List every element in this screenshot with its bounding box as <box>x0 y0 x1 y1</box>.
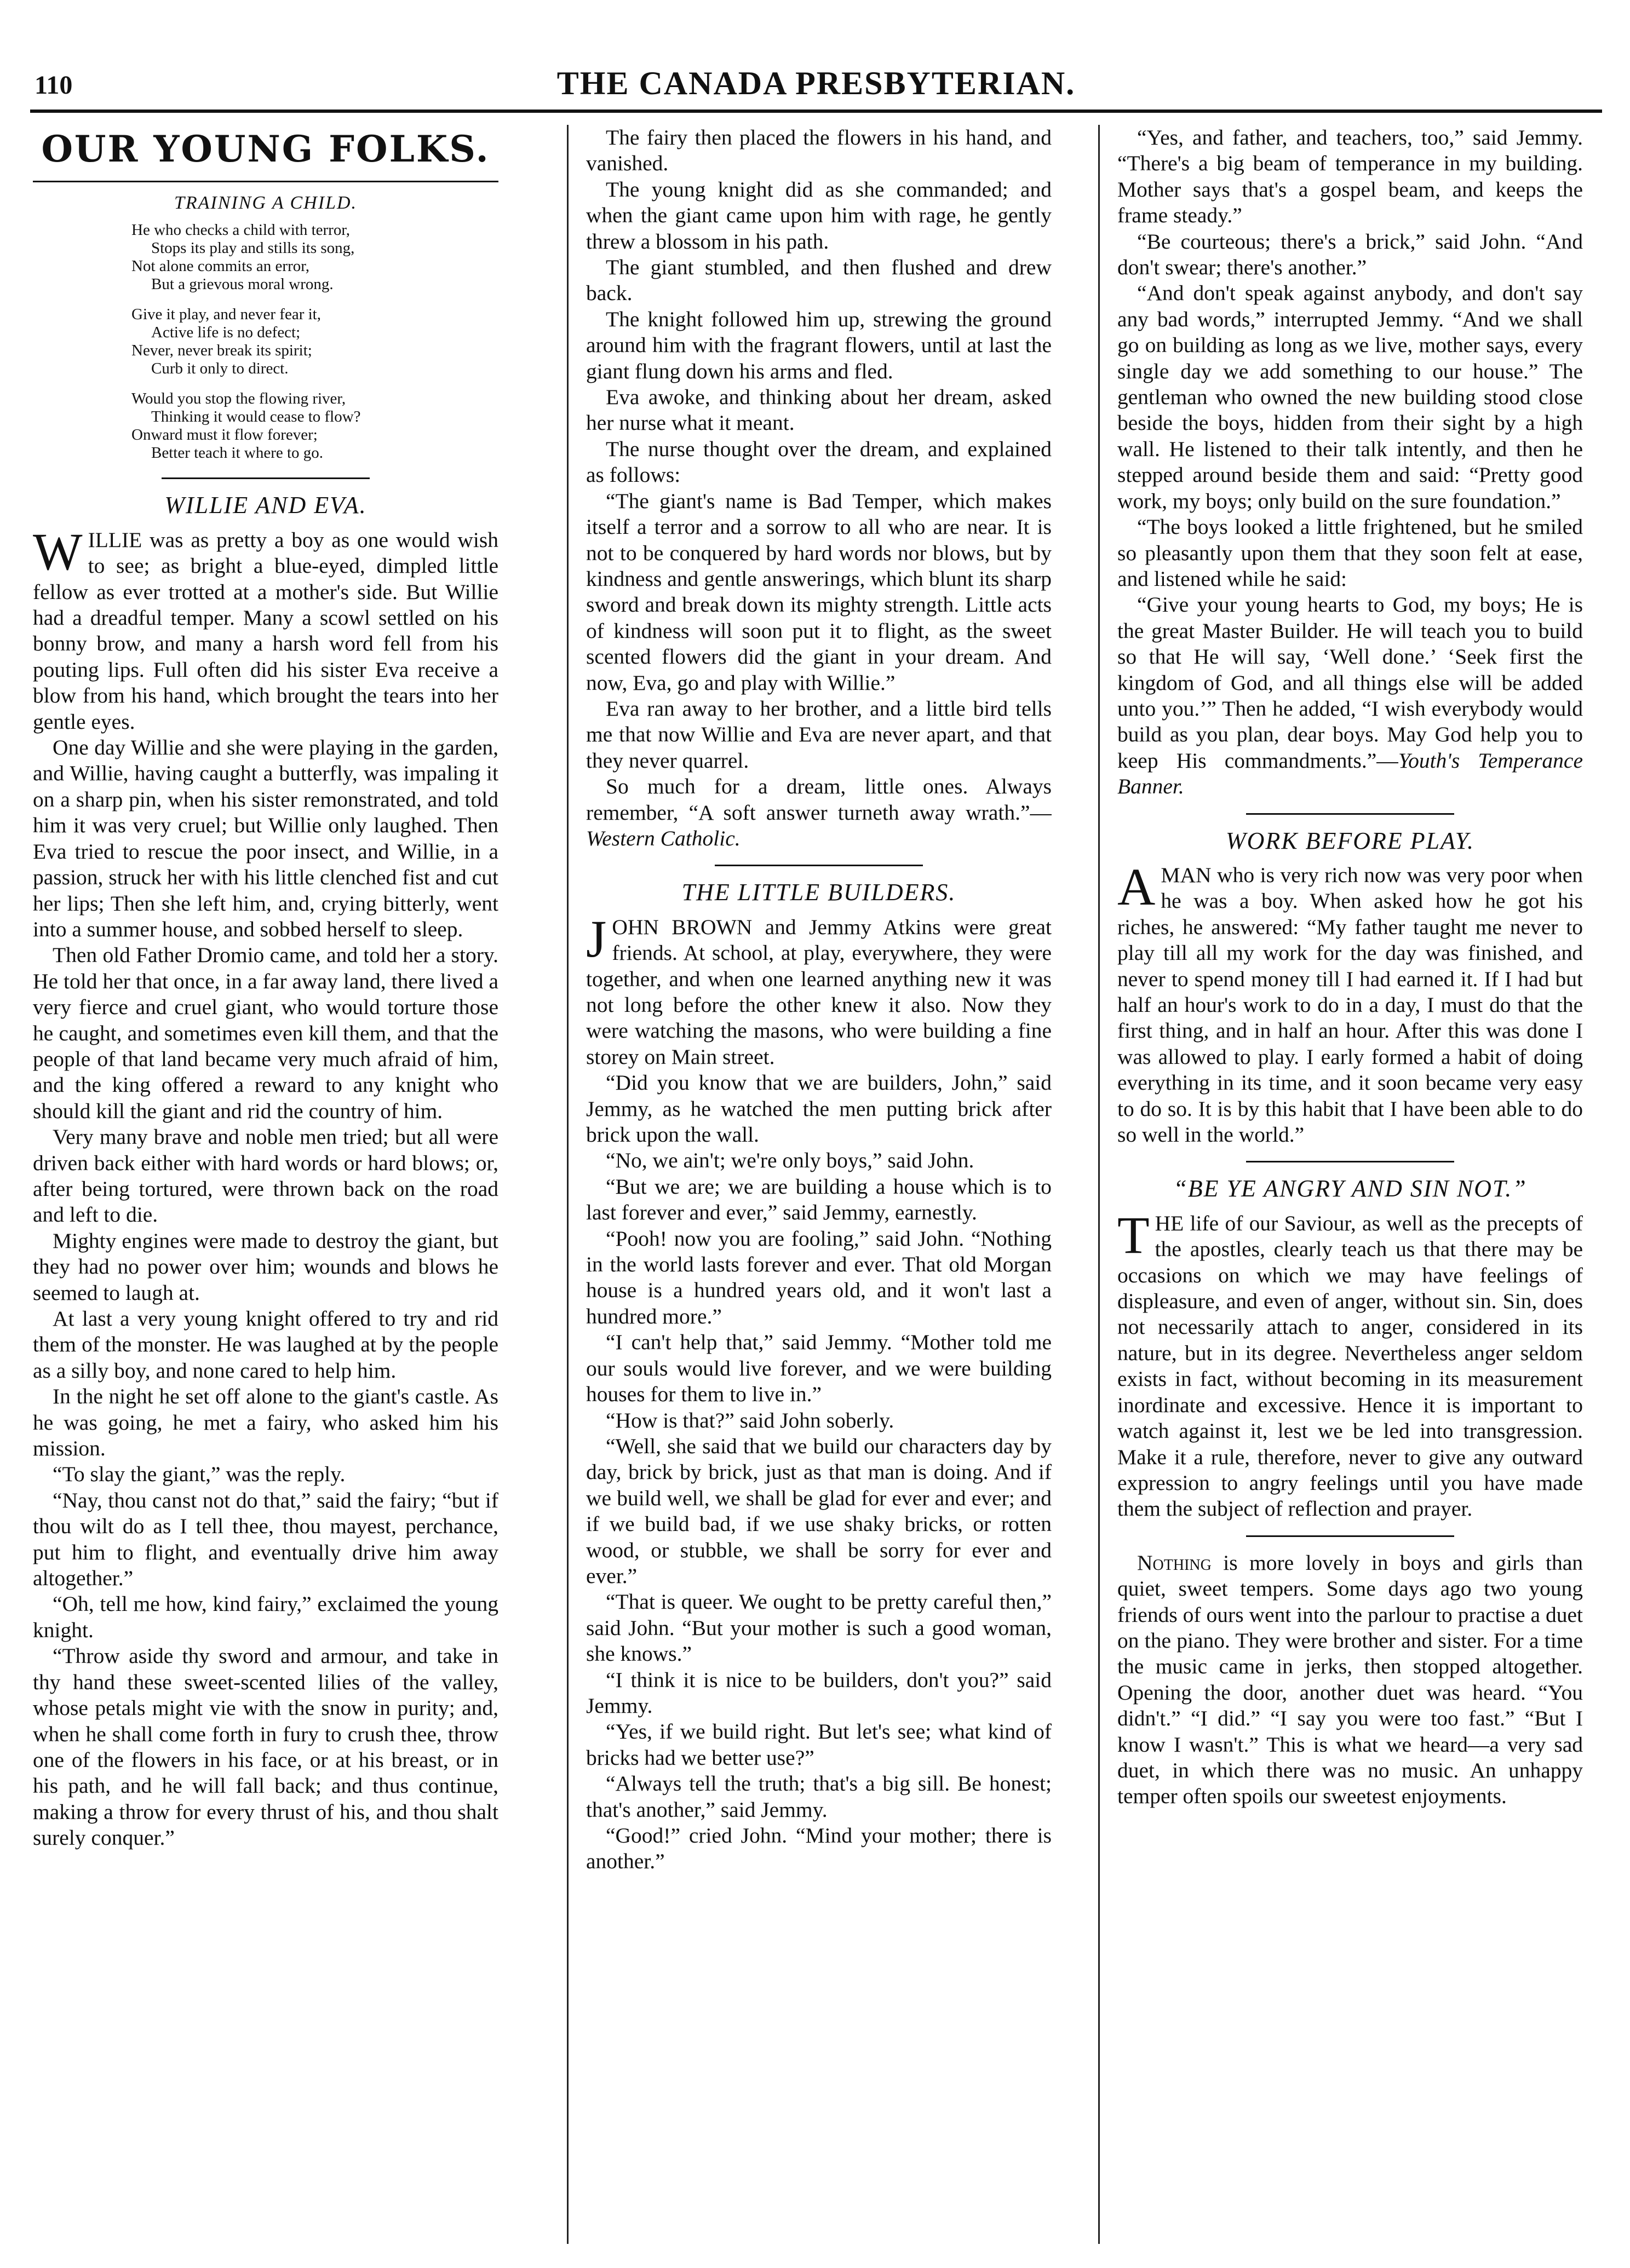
paragraph: JOHN BROWN and Jemmy Atkins were great friends. At school, at play, everywhere, they were together, and when one learned anything new it was not long before the other knew it also. Now they were watching the masons, who were building a fine storey on Main street. <box>586 909 1052 1069</box>
paragraph: “Throw aside thy sword and armour, and take in thy hand these sweet-scented lilies of the valley, whose petals might vie with the snow in purity; and, when he shall come forth in fury to crush thee, throw one of the flowers in his face, or at his breast, or in his path, and he will fall back; and thus continue, making a throw for every thrust of his, and thou shalt surely conquer.” <box>33 1644 498 1850</box>
poem-line: Would you stop the flowing river, <box>131 390 346 408</box>
paragraph: “Did you know that we are builders, John,” said Jemmy, as he watched the men putting brick after brick upon the wall. <box>586 1070 1052 1147</box>
paragraph: “To slay the giant,” was the reply. <box>53 1462 346 1487</box>
section-rule <box>1246 813 1454 815</box>
paragraph-text: “Give your young hearts to God, my boys; He is the great Master Builder. He will teach you to build so that He will say, ‘Well done.’ ‘Seek first the kingdom of God, and all things else will be added unto you.’” Then he added, “I wish everybody would build as you plan, dear boys. May God help you to keep His commandments.”— <box>1117 592 1583 773</box>
column-1 <box>33 125 498 2249</box>
column-divider <box>567 125 569 2244</box>
paragraph: “Well, she said that we build our characters day by day, brick by brick, just as that man is doing. And if we build well, we shall be glad for ever and ever; and if we build bad, if we use shaky bricks, or rotten wood, or stubble, we shall be sorry for ever and ever.” <box>586 1434 1052 1588</box>
poem-line: Curb it only to direct. <box>151 360 289 378</box>
paragraph: AMAN who is very rich now was very poor when he was a boy. When asked how he got his riches, he answered: “My father taught me never to play till all my work for the day was finished, and never to spend money till I had earned it. If I had but half an hour's work to do in a day, I must do that the first thing, and in half an hour. After this was done I was allowed to play. I early formed a habit of doing everything in its time, and it soon became very easy to do so. It is by this habit that I have been able to do so well in the world.” <box>1117 857 1583 1147</box>
poem-line: Thinking it would cease to flow? <box>151 408 361 426</box>
paragraph: “That is queer. We ought to be pretty careful then,” said John. “But your mother is such a good woman, she knows.” <box>586 1590 1052 1666</box>
section-rule <box>1246 1535 1454 1537</box>
paragraph <box>1117 1550 1583 1810</box>
paragraph: “Yes, and father, and teachers, too,” said Jemmy. “There's a big beam of temperance in my building. Mother says that's a gospel beam, and keeps the frame steady.” <box>1117 125 1583 228</box>
story-title: WILLIE AND EVA. <box>164 492 367 519</box>
paragraph: “Nay, thou canst not do that,” said the fairy; “but if thou wilt do as I tell thee, thou mayest, perchance, put him to flight, and eventually drive him away altogether.” <box>33 1488 498 1591</box>
paragraph <box>1117 592 1583 799</box>
paragraph: Eva awoke, and thinking about her dream, asked her nurse what it meant. <box>586 385 1052 435</box>
poem-line: Stops its play and stills its song, <box>151 239 355 257</box>
column-divider <box>1098 125 1100 2244</box>
story-title: “BE YE ANGRY AND SIN NOT.” <box>1173 1175 1527 1202</box>
paragraph: “Yes, if we build right. But let's see; what kind of bricks had we better use?” <box>586 1719 1052 1770</box>
paragraph: “I think it is nice to be builders, don't you?” said Jemmy. <box>586 1667 1052 1718</box>
paragraph: “Be courteous; there's a brick,” said John. “And don't swear; there's another.” <box>1117 229 1583 280</box>
paragraph: “The boys looked a little frightened, but he smiled so pleasantly upon them that they soon felt at ease, and listened while he said: <box>1117 515 1583 591</box>
poem-line: Give it play, and never fear it, <box>131 306 321 324</box>
paragraph-text: is more lovely in boys and girls than quiet, sweet tempers. Some days ago two young friends of ours went into the parlour to practise a duet on the piano. They were brother and sister. For a time the music came in jerks, then stopped altogether. Opening the door, another duet was heard. “You didn't.” “I did.” “I say you were too fast.” “But I know I wasn't.” This is what we heard—a very sad duet, in which there was no music. An unhappy temper often spoils our sweetest enjoyments. <box>1117 1550 1583 1809</box>
paragraph: The fairy then placed the flowers in his hand, and vanished. <box>586 125 1052 176</box>
paragraph: At last a very young knight offered to try and rid them of the monster. He was laughed at by the people as a silly boy, and none cared to help him. <box>33 1306 498 1383</box>
paragraph: Very many brave and noble men tried; but all were driven back either with hard words or hard blows; or, after being tortured, were thrown back on the road and left to die. <box>33 1125 498 1227</box>
poem-line: Active life is no defect; <box>151 324 301 342</box>
poem-line: Better teach it where to go. <box>151 444 324 462</box>
source-credit: Youth's Temperance Banner. <box>1117 748 1583 799</box>
paragraph: Mighty engines were made to destroy the giant, but they had no power over him; wounds and blows he seemed to laugh at. <box>33 1228 498 1305</box>
paragraph: “I can't help that,” said Jemmy. “Mother told me our souls would live forever, and we were building houses for them to live in.” <box>586 1330 1052 1407</box>
poem-title: TRAINING A CHILD. <box>174 193 358 213</box>
source-credit: Western Catholic. <box>586 826 741 850</box>
newspaper-title: THE CANADA PRESBYTERIAN. <box>556 65 1076 101</box>
header-rule <box>30 110 1602 113</box>
paragraph-text: So much for a dream, little ones. Always remember, “A soft answer turneth away wrath.”— <box>586 774 1052 825</box>
poem-line: He who checks a child with terror, <box>131 221 351 239</box>
page-number: 110 <box>35 71 73 100</box>
paragraph: In the night he set off alone to the giant's castle. As he was going, he met a fairy, who asked him his mission. <box>33 1384 498 1461</box>
paragraph: One day Willie and she were playing in the garden, and Willie, having caught a butterfly, was impaling it on a sharp pin, when his sister remonstrated, and told him it was very cruel; but Willie only laughed. Then Eva tried to rescue the poor insect, and Willie, in a passion, struck her with his little clenched fist and cut her lips; Then she left him, and, crying bitterly, went into a summer house, and sobbed herself to sleep. <box>33 735 498 941</box>
paragraph: Then old Father Dromio came, and told her a story. He told her that once, in a far away land, there lived a very fierce and cruel giant, who would torture those he caught, and sometimes even kill them, and that the people of that land became very much afraid of him, and the king offered a reward to any knight who should kill the giant and rid the country of him. <box>33 943 498 1123</box>
page-header <box>30 60 1602 101</box>
poem-line: Never, never break its spirit; <box>131 342 312 360</box>
paragraph: The knight followed him up, strewing the ground around him with the fragrant flowers, until at last the giant flung down his arms and fled. <box>586 307 1052 383</box>
column-2 <box>586 125 1052 2249</box>
paragraph: The young knight did as she commanded; and when the giant came upon him with rage, he gently threw a blossom in his path. <box>586 177 1052 254</box>
paragraph: “How is that?” said John soberly. <box>606 1408 894 1432</box>
story-title: WORK BEFORE PLAY. <box>1225 827 1475 854</box>
paragraph: “No, we ain't; we're only boys,” said John. <box>606 1148 974 1173</box>
poem-line: But a grievous moral wrong. <box>151 275 334 293</box>
paragraph: “But we are; we are building a house which is to last forever and ever,” said Jemmy, earnestly. <box>586 1174 1052 1225</box>
column-3 <box>1117 125 1583 2249</box>
paragraph: “The giant's name is Bad Temper, which makes itself a terror and a sorrow to all who are near. It is not to be conquered by hard words nor blows, but by kindness and gentle answerings, which blunt its sharp sword and break down its mighty strength. Little acts of kindness will soon put it to flight, as the sweet scented flowers did the giant in your dream. And now, Eva, go and play with Willie.” <box>586 488 1052 695</box>
paragraph: “And don't speak against anybody, and don't say any bad words,” interrupted Jemmy. “And we shall go on building as long as we live, mother says, every single day we add something to our house.” The gentleman who owned the new building stood close beside the boys, hidden from their sight by a high wall. He listened to their talk intently, and then he stepped around beside them and said: “Pretty good work, my boys; only build on the sure foundation.” <box>1117 281 1583 513</box>
poem-line: Not alone commits an error, <box>131 257 309 275</box>
paragraph: The nurse thought over the dream, and explained as follows: <box>586 436 1052 487</box>
lead-word: Nothing <box>1137 1550 1212 1575</box>
paragraph: “Oh, tell me how, kind fairy,” exclaimed the young knight. <box>33 1592 498 1642</box>
paragraph: THE life of our Saviour, as well as the precepts of the apostles, clearly teach us that there may be occasions on which we may have feelings of displeasure, and even of anger, without sin. Sin, does not necessarily attach to anger, considered in its nature, but in its degree. Nevertheless anger seldom exists in fact, without becoming in its measurement inordinate and excessive. Hence it is important to watch against it, lest we be led into transgression. Make it a rule, therefore, never to give any outward expression to angry feelings until you have made them the subject of reflection and prayer. <box>1117 1205 1583 1521</box>
story-title: THE LITTLE BUILDERS. <box>681 879 956 906</box>
paragraph: Eva ran away to her brother, and a little bird tells me that now Willie and Eva are never apart, and that they never quarrel. <box>586 696 1052 773</box>
poem <box>33 221 498 462</box>
paragraph: “Always tell the truth; that's a big sill. Be honest; that's another,” said Jemmy. <box>586 1771 1052 1822</box>
paragraph: “Good!” cried John. “Mind your mother; there is another.” <box>586 1823 1052 1874</box>
paragraph: “Pooh! now you are fooling,” said John. “Nothing in the world lasts forever and ever. That old Morgan house is a hundred years old, and it won't last a hundred more.” <box>586 1226 1052 1328</box>
paragraph: WILLIE was as pretty a boy as one would wish to see; as bright a blue-eyed, dimpled little fellow as ever trotted at a mother's side. But Willie had a dreadful temper. Many a scowl settled on his bonny brow, and many a harsh word fell from his pouting lips. Full often did his sister Eva receive a blow from his hand, which brought the tears into her gentle eyes. <box>33 522 498 734</box>
section-rule <box>1246 1161 1454 1162</box>
section-rule <box>162 477 370 479</box>
poem-line: Onward must it flow forever; <box>131 426 318 444</box>
section-rule <box>715 865 923 866</box>
department-title: OUR YOUNG FOLKS. <box>33 127 498 182</box>
paragraph <box>586 774 1052 851</box>
paragraph: The giant stumbled, and then flushed and drew back. <box>586 255 1052 306</box>
